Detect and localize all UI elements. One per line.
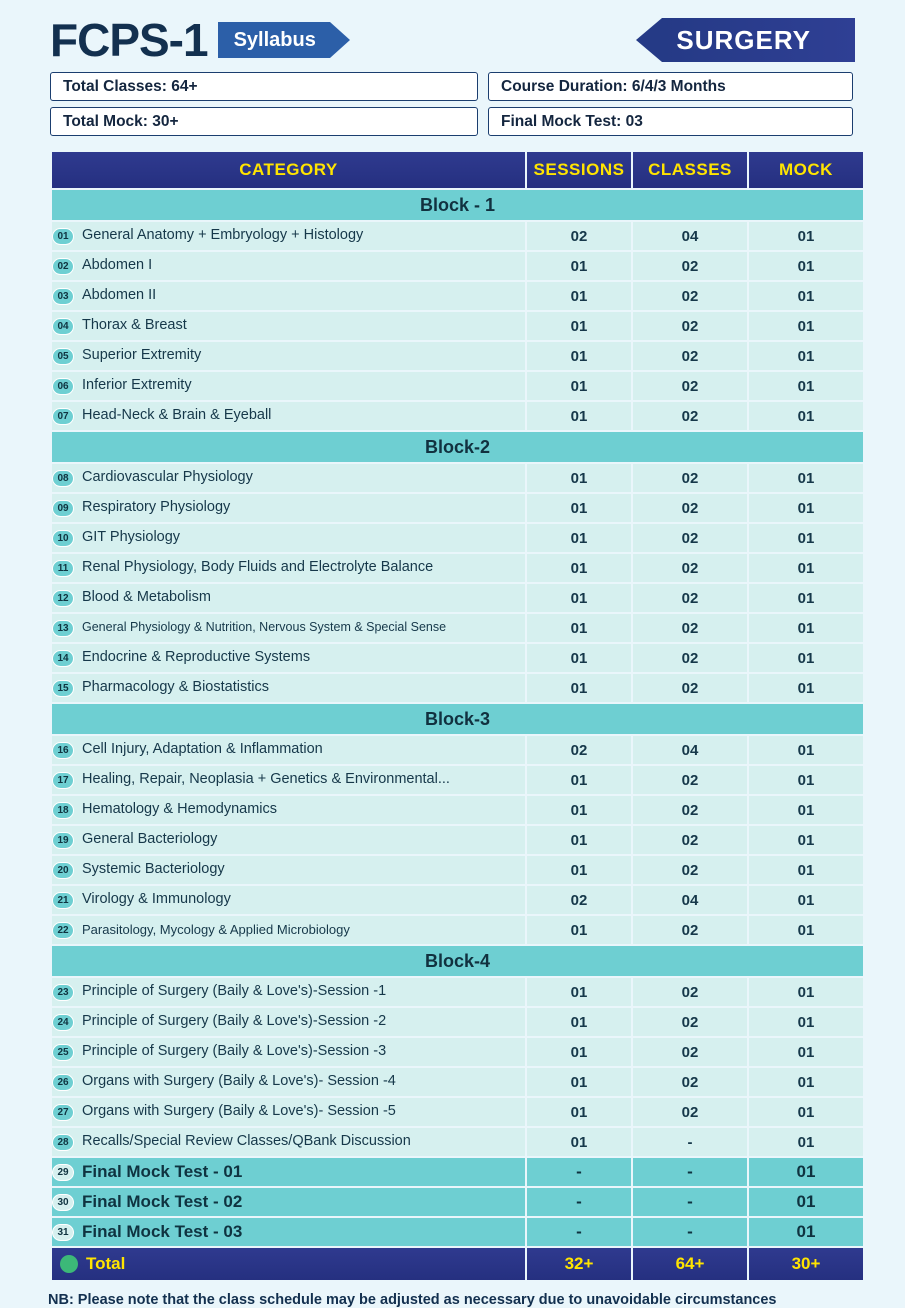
category-label: General Anatomy + Embryology + Histology <box>82 227 364 244</box>
syllabus-ribbon <box>218 22 350 58</box>
category-label: Systemic Bacteriology <box>82 861 225 878</box>
table-row <box>52 916 863 944</box>
row-number-badge: 27 <box>52 1104 74 1121</box>
category-label: GIT Physiology <box>82 529 181 546</box>
category-cell <box>52 554 525 582</box>
banner-arrow-icon <box>636 18 662 62</box>
sessions-cell: 01 <box>527 856 631 884</box>
total-classes: 64+ <box>633 1248 747 1280</box>
table-header-row <box>52 152 863 188</box>
category-label: Final Mock Test - 03 <box>82 1221 243 1241</box>
mock-cell: 01 <box>749 978 863 1006</box>
table-row <box>52 826 863 854</box>
classes-cell: - <box>633 1188 747 1216</box>
category-label: Renal Physiology, Body Fluids and Electrolyte Balance <box>82 559 434 576</box>
table-row <box>52 1038 863 1066</box>
row-number-badge: 10 <box>52 530 74 547</box>
brand-title: FCPS-1 <box>50 14 208 66</box>
total-sessions: 32+ <box>527 1248 631 1280</box>
row-number-badge: 06 <box>52 378 74 395</box>
table-row <box>52 402 863 430</box>
table-row <box>52 1188 863 1216</box>
sessions-cell: 01 <box>527 342 631 370</box>
category-cell <box>52 372 525 400</box>
classes-cell: 02 <box>633 644 747 672</box>
category-cell <box>52 252 525 280</box>
header-mock: MOCK <box>749 152 863 188</box>
sessions-cell: 01 <box>527 1128 631 1156</box>
row-number-badge: 24 <box>52 1014 74 1031</box>
sessions-cell: 01 <box>527 766 631 794</box>
category-label: Abdomen II <box>82 287 157 304</box>
row-number-badge: 22 <box>52 922 74 939</box>
table-row <box>52 978 863 1006</box>
row-number-badge: 29 <box>52 1164 74 1181</box>
block-header-row <box>52 432 863 462</box>
category-label: Healing, Repair, Neoplasia + Genetics & Environmental... <box>82 771 450 788</box>
sessions-cell: 01 <box>527 464 631 492</box>
category-cell <box>52 494 525 522</box>
sessions-cell: 01 <box>527 524 631 552</box>
classes-cell: 02 <box>633 464 747 492</box>
sessions-cell: 02 <box>527 886 631 914</box>
category-cell <box>52 856 525 884</box>
category-label: Principle of Surgery (Baily & Love's)-Session -2 <box>82 1013 387 1030</box>
category-label: Thorax & Breast <box>82 317 187 334</box>
category-cell <box>52 342 525 370</box>
category-cell <box>52 614 525 642</box>
category-cell <box>52 1008 525 1036</box>
syllabus-ribbon-label: Syllabus <box>218 22 330 58</box>
total-classes-box: Total Classes: 64+ <box>50 72 478 101</box>
info-row-1 <box>50 72 855 101</box>
classes-cell: 02 <box>633 1098 747 1126</box>
category-label: Virology & Immunology <box>82 891 231 908</box>
mock-cell: 01 <box>749 1128 863 1156</box>
header-sessions: SESSIONS <box>527 152 631 188</box>
category-cell <box>52 1128 525 1156</box>
total-row <box>52 1248 863 1280</box>
syllabus-table <box>50 150 865 1282</box>
classes-cell: 02 <box>633 402 747 430</box>
category-label: Abdomen I <box>82 257 153 274</box>
row-number-badge: 08 <box>52 470 74 487</box>
classes-cell: - <box>633 1128 747 1156</box>
classes-cell: 02 <box>633 524 747 552</box>
sessions-cell: 01 <box>527 674 631 702</box>
sessions-cell: 01 <box>527 554 631 582</box>
row-number-badge: 04 <box>52 318 74 335</box>
category-cell <box>52 736 525 764</box>
mock-cell: 01 <box>749 494 863 522</box>
category-label: Final Mock Test - 01 <box>82 1161 243 1181</box>
category-label: Blood & Metabolism <box>82 589 211 606</box>
classes-cell: 02 <box>633 584 747 612</box>
row-number-badge: 15 <box>52 680 74 697</box>
category-cell <box>52 1218 525 1246</box>
mock-cell: 01 <box>749 1158 863 1186</box>
row-number-badge: 30 <box>52 1194 74 1211</box>
table-row <box>52 1128 863 1156</box>
classes-cell: 02 <box>633 1068 747 1096</box>
mock-cell: 01 <box>749 584 863 612</box>
row-number-badge: 17 <box>52 772 74 789</box>
table-row <box>52 1158 863 1186</box>
row-number-badge: 28 <box>52 1134 74 1151</box>
row-number-badge: 18 <box>52 802 74 819</box>
category-cell <box>52 644 525 672</box>
block-header-row <box>52 946 863 976</box>
category-cell <box>52 796 525 824</box>
row-number-badge: 25 <box>52 1044 74 1061</box>
block-title: Block-2 <box>52 432 863 462</box>
category-label: Organs with Surgery (Baily & Love's)- Session -5 <box>82 1103 396 1120</box>
category-cell <box>52 1158 525 1186</box>
category-label: Parasitology, Mycology & Applied Microbiology <box>82 921 350 937</box>
mock-cell: 01 <box>749 342 863 370</box>
row-number-badge: 09 <box>52 500 74 517</box>
total-dot-icon <box>60 1255 78 1273</box>
mock-cell: 01 <box>749 796 863 824</box>
sessions-cell: 01 <box>527 614 631 642</box>
mock-cell: 01 <box>749 282 863 310</box>
mock-cell: 01 <box>749 222 863 250</box>
mock-cell: 01 <box>749 1038 863 1066</box>
category-label: Inferior Extremity <box>82 377 192 394</box>
sessions-cell: 01 <box>527 282 631 310</box>
header-classes: CLASSES <box>633 152 747 188</box>
table-row <box>52 856 863 884</box>
info-boxes <box>0 66 905 136</box>
category-cell <box>52 312 525 340</box>
table-row <box>52 736 863 764</box>
course-duration-box: Course Duration: 6/4/3 Months <box>488 72 853 101</box>
sessions-cell: 01 <box>527 372 631 400</box>
classes-cell: 02 <box>633 282 747 310</box>
classes-cell: 02 <box>633 252 747 280</box>
classes-cell: - <box>633 1218 747 1246</box>
classes-cell: 02 <box>633 1038 747 1066</box>
mock-cell: 01 <box>749 614 863 642</box>
table-row <box>52 584 863 612</box>
category-cell <box>52 222 525 250</box>
sessions-cell: - <box>527 1158 631 1186</box>
table-row <box>52 766 863 794</box>
ribbon-arrow-icon <box>330 22 350 58</box>
category-label: Superior Extremity <box>82 347 202 364</box>
table-row <box>52 1008 863 1036</box>
classes-cell: 02 <box>633 856 747 884</box>
classes-cell: 02 <box>633 312 747 340</box>
sessions-cell: 01 <box>527 584 631 612</box>
block-header-row <box>52 704 863 734</box>
table-row <box>52 342 863 370</box>
mock-cell: 01 <box>749 312 863 340</box>
category-cell <box>52 282 525 310</box>
category-cell <box>52 402 525 430</box>
final-mock-test-box: Final Mock Test: 03 <box>488 107 853 136</box>
category-cell <box>52 916 525 944</box>
row-number-badge: 16 <box>52 742 74 759</box>
table-row <box>52 1068 863 1096</box>
table-row <box>52 494 863 522</box>
category-label: Organs with Surgery (Baily & Love's)- Session -4 <box>82 1073 396 1090</box>
row-number-badge: 02 <box>52 258 74 275</box>
category-label: Cell Injury, Adaptation & Inflammation <box>82 741 323 758</box>
mock-cell: 01 <box>749 252 863 280</box>
sessions-cell: 01 <box>527 494 631 522</box>
category-cell <box>52 978 525 1006</box>
category-cell <box>52 1098 525 1126</box>
sessions-cell: 01 <box>527 916 631 944</box>
sessions-cell: 01 <box>527 978 631 1006</box>
sessions-cell: 01 <box>527 1038 631 1066</box>
table-row <box>52 614 863 642</box>
category-label: Recalls/Special Review Classes/QBank Discussion <box>82 1133 411 1150</box>
page-header <box>0 0 905 66</box>
sessions-cell: 01 <box>527 1098 631 1126</box>
sessions-cell: 01 <box>527 252 631 280</box>
mock-cell: 01 <box>749 766 863 794</box>
table-row <box>52 252 863 280</box>
table-body <box>52 190 863 1246</box>
classes-cell: 02 <box>633 916 747 944</box>
row-number-badge: 23 <box>52 984 74 1001</box>
mock-cell: 01 <box>749 886 863 914</box>
category-cell <box>52 1038 525 1066</box>
total-label-cell <box>52 1248 525 1280</box>
table-row <box>52 644 863 672</box>
block-header-row <box>52 190 863 220</box>
sessions-cell: 01 <box>527 1008 631 1036</box>
category-label: Principle of Surgery (Baily & Love's)-Session -1 <box>82 983 387 1000</box>
category-cell <box>52 524 525 552</box>
classes-cell: 02 <box>633 1008 747 1036</box>
table-row <box>52 464 863 492</box>
category-label: Final Mock Test - 02 <box>82 1191 243 1211</box>
total-mock-box: Total Mock: 30+ <box>50 107 478 136</box>
row-number-badge: 12 <box>52 590 74 607</box>
table-row <box>52 554 863 582</box>
category-cell <box>52 766 525 794</box>
table-row <box>52 372 863 400</box>
row-number-badge: 13 <box>52 620 74 637</box>
mock-cell: 01 <box>749 1008 863 1036</box>
sessions-cell: 01 <box>527 826 631 854</box>
footer-note: NB: Please note that the class schedule may be adjusted as necessary due to unavoidable circumstances <box>48 1292 777 1308</box>
category-label: General Physiology & Nutrition, Nervous System & Special Sense <box>82 620 447 635</box>
mock-cell: 01 <box>749 916 863 944</box>
mock-cell: 01 <box>749 464 863 492</box>
category-label: Cardiovascular Physiology <box>82 469 253 486</box>
mock-cell: 01 <box>749 1068 863 1096</box>
mock-cell: 01 <box>749 826 863 854</box>
row-number-badge: 19 <box>52 832 74 849</box>
table-row <box>52 796 863 824</box>
mock-cell: 01 <box>749 372 863 400</box>
category-cell <box>52 886 525 914</box>
info-row-2 <box>50 107 855 136</box>
sessions-cell: 01 <box>527 796 631 824</box>
row-number-badge: 05 <box>52 348 74 365</box>
syllabus-table-wrap <box>0 142 905 1282</box>
category-cell <box>52 674 525 702</box>
sessions-cell: 01 <box>527 402 631 430</box>
header-category: CATEGORY <box>52 152 525 188</box>
classes-cell: 02 <box>633 978 747 1006</box>
sessions-cell: - <box>527 1218 631 1246</box>
category-label: Head-Neck & Brain & Eyeball <box>82 407 272 424</box>
table-row <box>52 1218 863 1246</box>
block-title: Block - 1 <box>52 190 863 220</box>
mock-cell: 01 <box>749 1218 863 1246</box>
sessions-cell: 02 <box>527 736 631 764</box>
sessions-cell: 01 <box>527 1068 631 1096</box>
sessions-cell: 01 <box>527 644 631 672</box>
classes-cell: 02 <box>633 494 747 522</box>
mock-cell: 01 <box>749 644 863 672</box>
mock-cell: 01 <box>749 402 863 430</box>
category-label: Respiratory Physiology <box>82 499 231 516</box>
category-label: Hematology & Hemodynamics <box>82 801 278 818</box>
row-number-badge: 14 <box>52 650 74 667</box>
classes-cell: 02 <box>633 766 747 794</box>
row-number-badge: 31 <box>52 1224 74 1241</box>
total-label: Total <box>86 1254 126 1273</box>
table-row <box>52 886 863 914</box>
category-label: Pharmacology & Biostatistics <box>82 679 269 696</box>
classes-cell: 04 <box>633 886 747 914</box>
classes-cell: 02 <box>633 826 747 854</box>
total-mock: 30+ <box>749 1248 863 1280</box>
sessions-cell: 01 <box>527 312 631 340</box>
classes-cell: 04 <box>633 736 747 764</box>
classes-cell: 02 <box>633 796 747 824</box>
row-number-badge: 20 <box>52 862 74 879</box>
mock-cell: 01 <box>749 1098 863 1126</box>
row-number-badge: 01 <box>52 228 74 245</box>
classes-cell: 02 <box>633 674 747 702</box>
sessions-cell: 02 <box>527 222 631 250</box>
category-label: Endocrine & Reproductive Systems <box>82 649 311 666</box>
subject-name: SURGERY <box>662 18 855 62</box>
table-row <box>52 222 863 250</box>
table-row <box>52 674 863 702</box>
category-cell <box>52 584 525 612</box>
mock-cell: 01 <box>749 856 863 884</box>
mock-cell: 01 <box>749 674 863 702</box>
category-label: Principle of Surgery (Baily & Love's)-Session -3 <box>82 1043 387 1060</box>
category-cell <box>52 1188 525 1216</box>
classes-cell: - <box>633 1158 747 1186</box>
mock-cell: 01 <box>749 1188 863 1216</box>
classes-cell: 02 <box>633 554 747 582</box>
row-number-badge: 03 <box>52 288 74 305</box>
classes-cell: 02 <box>633 342 747 370</box>
classes-cell: 02 <box>633 614 747 642</box>
mock-cell: 01 <box>749 554 863 582</box>
row-number-badge: 11 <box>52 560 74 577</box>
row-number-badge: 07 <box>52 408 74 425</box>
classes-cell: 02 <box>633 372 747 400</box>
classes-cell: 04 <box>633 222 747 250</box>
row-number-badge: 26 <box>52 1074 74 1091</box>
table-row <box>52 524 863 552</box>
category-cell <box>52 1068 525 1096</box>
category-label: General Bacteriology <box>82 831 218 848</box>
category-cell <box>52 826 525 854</box>
table-row <box>52 312 863 340</box>
sessions-cell: - <box>527 1188 631 1216</box>
mock-cell: 01 <box>749 736 863 764</box>
block-title: Block-4 <box>52 946 863 976</box>
category-cell <box>52 464 525 492</box>
table-row <box>52 282 863 310</box>
table-row <box>52 1098 863 1126</box>
subject-banner <box>636 18 855 62</box>
block-title: Block-3 <box>52 704 863 734</box>
row-number-badge: 21 <box>52 892 74 909</box>
mock-cell: 01 <box>749 524 863 552</box>
